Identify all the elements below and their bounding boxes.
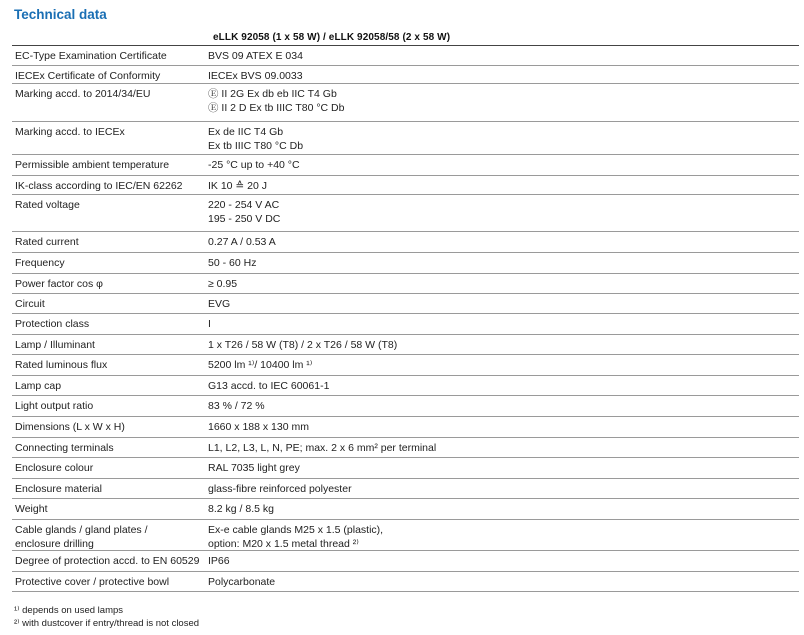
column-header: eLLK 92058 (1 x 58 W) / eLLK 92058/58 (2 x 58 W) [213,32,451,43]
table-row [12,457,799,478]
row-value-line: RAL 7035 light grey [208,462,300,474]
row-value [204,335,799,354]
row-value-line: Ex-e cable glands M25 x 1.5 (plastic), [208,524,384,536]
row-value [204,176,799,194]
row-value-line: I [208,318,211,330]
table-row [12,571,799,592]
row-value-line: 220 - 254 V AC [208,199,280,211]
row-value [204,195,799,231]
row-value-line: 1 x T26 / 58 W (T8) / 2 x T26 / 58 W (T8) [208,339,398,351]
row-value [204,84,799,121]
footnote-1: ¹⁾ depends on used lamps [14,605,124,616]
table-row [12,175,799,194]
row-label-line: Cable glands / gland plates / [15,524,148,536]
row-value [204,396,799,416]
row-label-line: Rated voltage [15,199,80,211]
row-label [12,396,204,416]
row-label-line: Marking accd. to IECEx [15,126,125,138]
row-label [12,122,204,154]
row-label [12,458,204,478]
row-label [12,84,204,121]
table-row [12,498,799,519]
footnote-2: ²⁾ with dustcover if entry/thread is not closed [14,617,200,629]
row-value [204,499,799,519]
table-row [12,293,799,313]
row-label [12,355,204,375]
row-value-line: BVS 09 ATEX E 034 [208,50,303,62]
row-label [12,438,204,457]
row-value-line: -25 °C up to +40 °C [208,159,300,171]
table-row [12,45,799,65]
row-value [204,520,799,550]
row-value [204,417,799,437]
row-label [12,294,204,313]
row-label [12,314,204,334]
row-label-line: IK-class according to IEC/EN 62262 [15,180,183,192]
row-label-line: Permissible ambient temperature [15,159,170,171]
row-label [12,572,204,591]
row-value [204,551,799,571]
row-label-line: Protection class [15,318,90,330]
row-label [12,274,204,293]
row-value-line: 195 - 250 V DC [208,213,281,225]
row-label-line: Weight [15,503,48,515]
row-label-line: Lamp cap [15,380,62,392]
row-value-line: G13 accd. to IEC 60061-1 [208,380,330,392]
row-value [204,66,799,83]
row-value-line: L1, L2, L3, L, N, PE; max. 2 x 6 mm² per terminal [208,442,437,454]
row-label-line: enclosure drilling [15,538,94,550]
table-row [12,154,799,175]
table-row [12,252,799,273]
row-value [204,355,799,375]
row-value [204,155,799,175]
row-value [204,479,799,498]
row-value [204,253,799,273]
row-label [12,232,204,252]
row-label-line: Rated luminous flux [15,359,108,371]
row-label-line: EC-Type Examination Certificate [15,50,167,62]
row-label [12,46,204,65]
row-label-line: Rated current [15,236,79,248]
row-label [12,253,204,273]
row-value [204,458,799,478]
row-value-line: 83 % / 72 % [208,400,265,412]
row-label-line: Connecting terminals [15,442,114,454]
row-value [204,46,799,65]
table-row [12,313,799,334]
table-row [12,519,799,550]
row-label [12,66,204,83]
row-value-line: 5200 lm ¹⁾/ 10400 lm ¹⁾ [208,359,313,371]
row-value-line: IK 10 ≙ 20 J [208,180,267,192]
table-row [12,273,799,293]
row-label [12,417,204,437]
row-value-line: Ⓔ II 2G Ex db eb IIC T4 Gb [208,88,337,100]
table-row [12,334,799,354]
footnotes [14,605,199,630]
table-row [12,65,799,83]
table-row [12,375,799,395]
row-label [12,335,204,354]
page-title: Technical data [14,7,107,22]
table-row [12,83,799,121]
row-label-line: Power factor cos φ [15,278,103,290]
row-label-line: Degree of protection accd. to EN 60529 [15,555,200,567]
row-value [204,572,799,591]
table-row [12,194,799,231]
technical-data-table [12,45,799,592]
row-label-line: Marking accd. to 2014/34/EU [15,88,151,100]
row-value [204,232,799,252]
row-label [12,376,204,395]
row-value [204,438,799,457]
row-label [12,499,204,519]
row-value-line: ≥ 0.95 [208,278,238,290]
row-value-line: glass-fibre reinforced polyester [208,483,352,495]
row-value-line: IECEx BVS 09.0033 [208,70,303,82]
row-value-line: 0.27 A / 0.53 A [208,236,276,248]
row-value-line: 8.2 kg / 8.5 kg [208,503,274,515]
row-value-line: Ⓔ II 2 D Ex tb IIIC T80 °C Db [208,102,345,114]
row-value-line: IP66 [208,555,230,567]
row-label-line: Frequency [15,257,65,269]
table-row [12,231,799,252]
row-label [12,520,204,550]
table-row [12,416,799,437]
row-label-line: Lamp / Illuminant [15,339,95,351]
row-value [204,122,799,154]
row-label-line: Circuit [15,298,45,310]
row-label-line: Dimensions (L x W x H) [15,421,125,433]
row-value-line: Ex de IIC T4 Gb [208,126,284,138]
row-label [12,176,204,194]
table-row [12,437,799,457]
row-label [12,195,204,231]
row-label [12,155,204,175]
row-value [204,294,799,313]
row-value-line: 50 - 60 Hz [208,257,257,269]
row-value-line: Polycarbonate [208,576,276,588]
table-row [12,478,799,498]
row-value-line: EVG [208,298,231,310]
row-label-line: Enclosure material [15,483,102,495]
row-value-line: option: M20 x 1.5 metal thread ²⁾ [208,538,359,550]
row-value [204,274,799,293]
row-value-line: Ex tb IIIC T80 °C Db [208,140,304,152]
row-value [204,314,799,334]
table-row [12,354,799,375]
row-label [12,479,204,498]
row-value [204,376,799,395]
row-label [12,551,204,571]
row-label-line: Light output ratio [15,400,94,412]
row-label-line: IECEx Certificate of Conformity [15,70,161,82]
row-label-line: Enclosure colour [15,462,94,474]
table-row [12,395,799,416]
row-label-line: Protective cover / protective bowl [15,576,170,588]
table-row [12,550,799,571]
row-value-line: 1660 x 188 x 130 mm [208,421,309,433]
table-row [12,121,799,154]
